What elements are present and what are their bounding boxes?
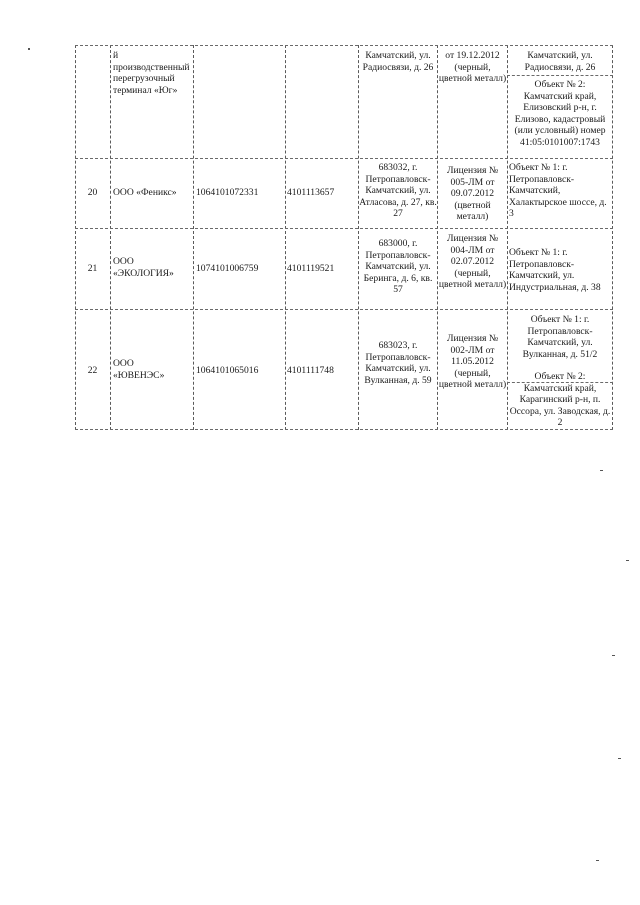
table-grid-line: [75, 429, 613, 430]
row-object-2: Объект № 2: Камчатский край, Карагинский р-н, п. Оссора, ул. Заводская, д. 2: [509, 371, 611, 429]
row-org-name: ООО «Феникс»: [113, 187, 177, 198]
row-ogrn: 1064101072331: [196, 187, 259, 198]
row-license: Лицензия № 002-ЛМ от 11.05.2012 (черный, цветной металл): [438, 333, 507, 391]
row-object-2: Объект № 2: Камчатский край, Елизовский р-н, г. Елизово, кадастровый (или условный) номер 41:05:0101007:1743: [514, 79, 606, 148]
row-inn: 4101111748: [287, 365, 334, 376]
registry-table: [75, 45, 613, 430]
scan-mark: [600, 470, 603, 471]
row-address: Камчатский, ул. Радиосвязи, д. 26: [362, 50, 434, 73]
row-org-name: ООО «ЭКОЛОГИЯ»: [113, 256, 174, 279]
table-grid-line: [507, 45, 508, 430]
table-grid-line: [75, 228, 613, 229]
scan-mark: [612, 655, 615, 656]
row-object-1: Объект № 1: г. Петропавловск-Камчатский, ул. Вулканная, д. 51/2: [522, 314, 598, 360]
row-ogrn: 1074101006759: [196, 263, 259, 274]
row-license: Лицензия № 004-ЛМ от 02.07.2012 (черный, цветной металл): [438, 233, 507, 291]
row-inn: 4101119521: [287, 263, 335, 274]
table-grid-line: [75, 309, 613, 310]
scan-mark: [626, 560, 629, 561]
row-license: Лицензия № 005-ЛМ от 09.07.2012 (цветной металл): [446, 165, 499, 223]
scan-mark: [596, 860, 599, 861]
row-inn: 4101113657: [287, 187, 335, 198]
row-object-1: Объект № 1: г. Петропавловск-Камчатский, ул. Индустриальная, д. 38: [509, 247, 601, 293]
row-object-1: Камчатский, ул. Радиосвязи, д. 26: [524, 50, 596, 73]
table-grid-line: [110, 45, 111, 430]
table-grid-line: [75, 45, 613, 46]
row-ogrn: 1064101065016: [196, 365, 259, 376]
row-number: 20: [87, 187, 98, 198]
table-grid-line: [75, 158, 613, 159]
table-grid-line: [612, 45, 613, 430]
row-org-name: ООО «ЮВЕНЭС»: [113, 358, 165, 381]
table-grid-line: [193, 45, 194, 430]
row-address: 683023, г. Петропавловск-Камчатский, ул. Вулканная, д. 59: [364, 340, 432, 386]
row-number: 21: [87, 263, 98, 274]
row-number: 22: [87, 365, 98, 376]
row-org-name: й производственный перегрузочный терминал «Юг»: [113, 50, 190, 96]
row-license: от 19.12.2012 (черный, цветной металл): [438, 50, 507, 85]
row-address: 683000, г. Петропавловск-Камчатский, ул. Беринга, д. 6, кв. 57: [363, 238, 433, 296]
scan-mark: [618, 758, 621, 759]
row-object-1: Объект № 1: г. Петропавловск-Камчатский, Халактырское шоссе, д. 3: [509, 162, 607, 220]
row-address: 683032, г. Петропавловск-Камчатский, ул. Атласова, д. 27, кв. 27: [359, 162, 437, 220]
scan-mark: [28, 48, 30, 50]
table-grid-line: [507, 75, 613, 76]
